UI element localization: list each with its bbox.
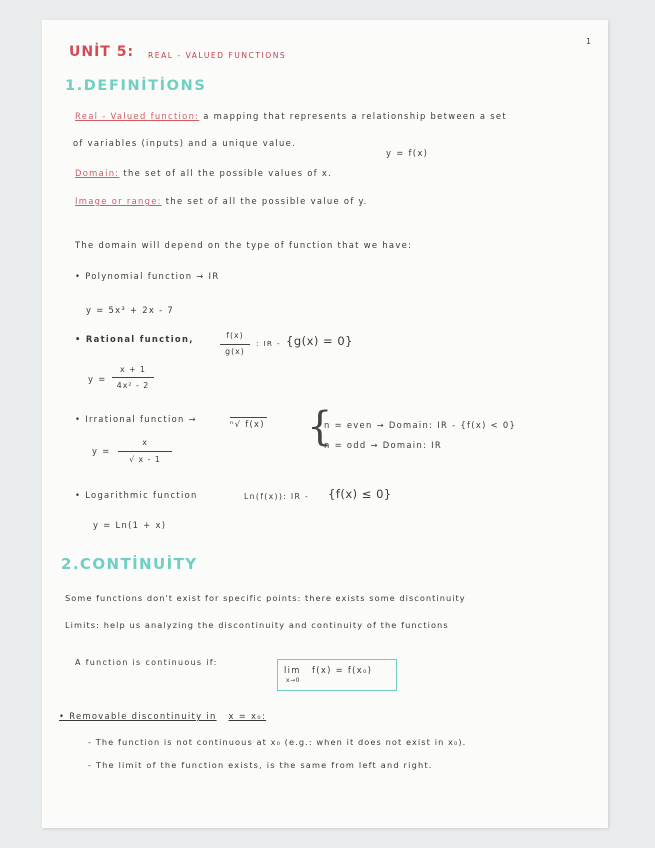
continuity-limit-box	[277, 659, 397, 691]
polynomial-example: y = 5x³ + 2x - 7	[86, 305, 175, 315]
rational-frac-num: f(x)	[226, 331, 244, 340]
rational-example-bar	[112, 377, 154, 378]
removable-bullet-1: - The function is not continuous at x₀ (e.g.: when it does not exist in x₀).	[88, 737, 467, 747]
irrational-case-odd: n = odd → Domain: IR	[324, 440, 443, 450]
domain-intro: The domain will depend on the type of function that we have:	[75, 240, 413, 250]
limit-word: lim	[284, 665, 301, 675]
definition-text-image: the set of all the possible value of y.	[165, 196, 368, 206]
polynomial-label: • Polynomial function → IR	[75, 271, 220, 281]
section-heading-definitions: 1.DEFINİTİONS	[65, 78, 207, 94]
rational-example-den: 4x² - 2	[116, 381, 150, 390]
unit-title: UNİT 5:	[69, 44, 135, 60]
rational-label: • Rational function,	[75, 334, 194, 344]
logarithmic-set: {f(x) ≤ 0}	[328, 487, 392, 501]
rational-example-num: x + 1	[119, 365, 147, 374]
removable-label: • Removable discontinuity in	[59, 711, 217, 721]
rational-frac-bar	[220, 344, 250, 345]
logarithmic-example: y = Ln(1 + x)	[93, 520, 167, 530]
removable-point: x = x₀:	[228, 711, 267, 721]
irrational-example-den: √ x - 1	[129, 455, 161, 464]
limit-subscript: x→0	[286, 677, 300, 684]
continuity-line1: Some functions don't exist for specific points: there exists some discontinuity	[65, 593, 466, 603]
definition-rvf-line1	[75, 111, 507, 121]
rational-example-prefix: y =	[88, 374, 107, 384]
irrational-case-even: n = even → Domain: IR - {f(x) < 0}	[324, 420, 517, 430]
logarithmic-expr: Ln(f(x)): IR -	[244, 492, 310, 501]
definition-term-rvf: Real - Valued function:	[75, 111, 200, 121]
logarithmic-label: • Logarithmic function	[75, 490, 198, 500]
removable-bullet-2: - The limit of the function exists, is the same from left and right.	[88, 760, 433, 770]
page-number: 1	[586, 37, 593, 46]
definition-text-rvf-1: a mapping that represents a relationship between a set	[203, 111, 507, 121]
irrational-label: • Irrational function →	[75, 414, 197, 424]
definition-domain	[75, 168, 332, 178]
continuity-prefix: A function is continuous if:	[75, 658, 218, 667]
irrational-root: ⁿ√ f(x)	[230, 419, 265, 429]
irrational-example-num: x	[142, 438, 148, 447]
irrational-example-prefix: y =	[92, 446, 111, 456]
limit-expression: f(x) = f(x₀)	[312, 665, 373, 675]
rvf-equation: y = f(x)	[386, 148, 429, 158]
definition-term-domain: Domain:	[75, 168, 120, 178]
definition-term-image: Image or range:	[75, 196, 162, 206]
definition-text-domain: the set of all the possible values of x.	[123, 168, 333, 178]
removable-heading	[59, 711, 266, 721]
definition-text-rvf-2: of variables (inputs) and a unique value.	[73, 138, 297, 148]
irrational-brace: {	[307, 404, 333, 450]
irrational-example-bar	[118, 451, 172, 452]
unit-subtitle: REAL - VALUED FUNCTIONS	[148, 51, 287, 60]
rational-domain-set: {g(x) = 0}	[286, 334, 353, 348]
definition-image	[75, 196, 368, 206]
rational-frac-den: g(x)	[225, 347, 245, 356]
rational-domain-prefix: : IR -	[256, 339, 281, 348]
continuity-line2: Limits: help us analyzing the discontinuity and continuity of the functions	[65, 620, 449, 630]
section-heading-continuity: 2.CONTİNUİTY	[61, 555, 198, 573]
